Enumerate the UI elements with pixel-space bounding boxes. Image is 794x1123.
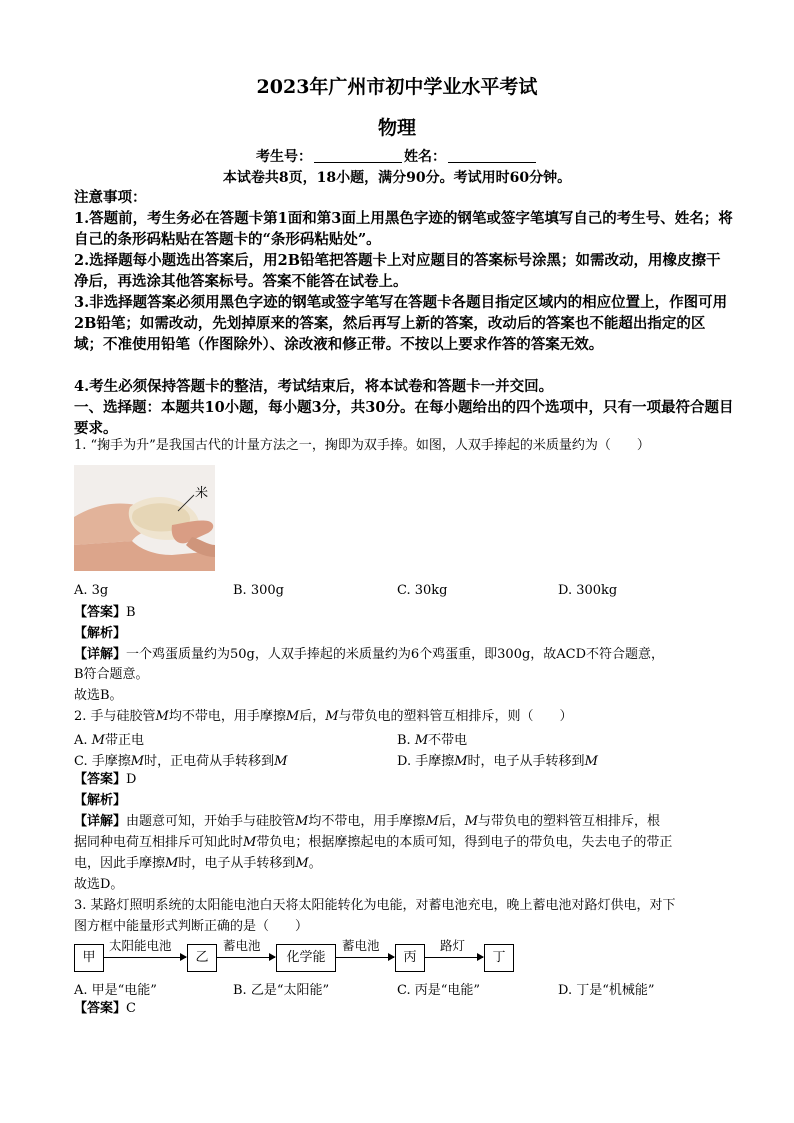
q1-answer-value: B	[126, 605, 136, 620]
q2-option-c	[74, 750, 287, 769]
exam-meta: 本试卷共8页，18小题，满分90分。考试用时60分钟。	[222, 170, 572, 186]
q1-answer	[74, 604, 136, 622]
notice-item-3: 3.非选择题答案必须用黑色字迹的钢笔或签字笔写在答题卡各题目指定区域内的相应位置上，作图可用2B铅笔；如需改动，先划掉原来的答案，然后再写上新的答案，改动后的答案也不能超出指定的区域；不准使用铅笔（作图除外）、涂改液和修正带。不按以上要求作答的答案无效。	[74, 294, 728, 353]
exam-number-blank	[314, 148, 402, 163]
q2-option-c-prefix: C. 手摩擦	[74, 754, 131, 769]
analysis-tag: 【解析】	[74, 626, 127, 641]
q2-stem-part-1: 2. 手与硅胶管	[74, 709, 156, 724]
name-blank	[448, 148, 536, 163]
var-m: M	[414, 733, 429, 748]
q1-stem: 1. “掬手为升”是我国古代的计量方法之一，掬即为双手捧。如图，人双手捧起的米质量约为（ ）	[74, 438, 650, 453]
answer-tag: 【答案】	[74, 605, 127, 620]
flow-arrow-4	[424, 957, 483, 958]
q1-option-b: B. 300g	[233, 583, 284, 598]
q3-option-d: D. 丁是“机械能”	[558, 983, 655, 998]
section-heading: 一、选择题：本题共10小题，每小题3分，共30分。在每小题给出的四个选项中，只有一项最符合题目要求。	[74, 399, 734, 437]
flow-arrow-2	[216, 957, 275, 958]
q2-option-d	[397, 750, 598, 769]
flow-box-bing: 丙	[395, 944, 425, 972]
flow-label-battery-2: 蓄电池	[342, 938, 380, 953]
var-m: M	[91, 733, 105, 748]
q2-option-a-suffix: 带正电	[104, 733, 144, 748]
q2-analysis-tag	[74, 792, 126, 810]
q2-detail-part-e: 据同种电荷互相排斥可知此时	[74, 835, 244, 850]
q2-detail-part-g: 电，因此手摩擦	[74, 856, 166, 871]
var-m: M	[274, 754, 288, 769]
notice-heading: 注意事项：	[74, 189, 147, 206]
flow-box-chemical-energy: 化学能	[276, 944, 336, 972]
detail-tag: 【详解】	[74, 814, 127, 829]
q2-detail-part-a: 由题意可知，开始手与硅胶管	[126, 814, 296, 829]
q1-detail-line-2: B符合题意。	[74, 667, 149, 682]
energy-flow-diagram	[74, 936, 734, 976]
q2-option-b-prefix: B.	[397, 733, 415, 748]
q2-detail-line-2	[74, 834, 672, 852]
q2-conclusion: 故选D。	[74, 877, 124, 892]
var-m: M	[425, 814, 439, 829]
q3-stem-line-2: 图方框中能量形式判断正确的是（ ）	[74, 919, 309, 934]
q2-option-b	[397, 729, 467, 748]
q1-detail-text-1: 一个鸡蛋质量约为50g，人双手捧起的米质量约为6个鸡蛋重，即300g，故ACD不符合题意，	[126, 647, 665, 662]
q2-option-a	[74, 729, 144, 748]
var-m: M	[295, 856, 309, 871]
var-m: M	[165, 856, 179, 871]
flow-label-street-lamp: 路灯	[440, 938, 466, 953]
exam-subject: 物理	[377, 117, 416, 139]
q2-detail-part-i: 。	[308, 856, 322, 871]
q1-option-d: D. 300kg	[558, 583, 618, 598]
var-m: M	[454, 754, 468, 769]
q3-answer	[74, 1000, 136, 1018]
rice-hands-image	[74, 465, 215, 571]
q2-stem-part-4: 与带负电的塑料管互相排斥，则（ ）	[338, 709, 573, 724]
q2-answer-value: D	[126, 772, 137, 787]
notice-item-1: 1.答题前，考生务必在答题卡第1面和第3面上用黑色字迹的钢笔或签字笔填写自己的考生号、姓名；将自己的条形码粘贴在答题卡的“条形码粘贴处”。	[74, 210, 733, 248]
flow-arrow-3	[335, 957, 394, 958]
q2-option-c-suffix: 时，正电荷从手转移到	[144, 754, 275, 769]
flow-box-ding: 丁	[484, 944, 514, 972]
var-m: M	[295, 814, 309, 829]
q1-analysis-tag	[74, 625, 126, 643]
name-label: 姓名：	[404, 149, 446, 165]
hands-holding-rice-illustration	[74, 465, 215, 571]
q2-detail-part-d: 与带负电的塑料管互相排斥，根	[478, 814, 661, 829]
flow-box-jia: 甲	[74, 944, 104, 972]
q2-detail-line-1	[74, 813, 660, 831]
var-m: M	[325, 709, 339, 724]
answer-tag: 【答案】	[74, 772, 127, 787]
detail-tag: 【详解】	[74, 647, 127, 662]
flow-label-battery-1: 蓄电池	[223, 938, 261, 953]
q2-detail-part-f: 带负电；根据摩擦起电的本质可知，得到电子的带负电，失去电子的带正	[256, 835, 673, 850]
q2-detail-part-c: 后，	[438, 814, 465, 829]
q2-option-d-prefix: D. 手摩擦	[397, 754, 455, 769]
q2-stem-part-3: 后，	[299, 709, 326, 724]
flow-arrow-1	[103, 957, 186, 958]
q1-option-c: C. 30kg	[397, 583, 448, 598]
var-m: M	[130, 754, 145, 769]
answer-tag: 【答案】	[74, 1001, 127, 1016]
q2-option-d-suffix: 时，电子从手转移到	[467, 754, 585, 769]
flow-box-yi: 乙	[187, 944, 217, 972]
var-m: M	[243, 835, 257, 850]
flow-label-solar-cell: 太阳能电池	[109, 938, 172, 953]
rice-label: 米	[195, 486, 209, 501]
q2-detail-part-b: 均不带电，用手摩擦	[308, 814, 426, 829]
q2-detail-part-h: 时，电子从手转移到	[178, 856, 296, 871]
analysis-tag: 【解析】	[74, 793, 127, 808]
q3-stem-line-1: 3. 某路灯照明系统的太阳能电池白天将太阳能转化为电能，对蓄电池充电，晚上蓄电池对路灯供电，对下	[74, 898, 676, 913]
q3-option-b: B. 乙是“太阳能”	[233, 983, 330, 998]
var-m: M	[584, 754, 598, 769]
exam-number-label: 考生号：	[256, 149, 312, 165]
q3-option-a: A. 甲是“电能”	[74, 983, 157, 998]
q2-stem	[74, 708, 573, 726]
notice-item-2: 2.选择题每小题选出答案后，用2B铅笔把答题卡上对应题目的答案标号涂黑；如需改动，用橡皮擦干净后，再选涂其他答案标号。答案不能答在试卷上。	[74, 252, 721, 290]
notice-item-4: 4.考生必须保持答题卡的整洁，考试结束后，将本试卷和答题卡一并交回。	[74, 378, 554, 395]
candidate-info	[0, 146, 794, 166]
q3-answer-value: C	[126, 1001, 136, 1016]
var-m: M	[155, 709, 169, 724]
var-m: M	[464, 814, 478, 829]
q2-stem-part-2: 均不带电，用手摩擦	[168, 709, 286, 724]
q3-option-c: C. 丙是“电能”	[397, 983, 481, 998]
q2-option-b-suffix: 不带电	[428, 733, 468, 748]
q2-answer	[74, 771, 136, 789]
q1-conclusion: 故选B。	[74, 688, 123, 703]
exam-title: 2023年广州市初中学业水平考试	[256, 76, 538, 98]
q1-detail-line-1	[74, 646, 664, 664]
q2-option-a-prefix: A.	[74, 733, 92, 748]
q1-option-a: A. 3g	[74, 583, 109, 598]
var-m: M	[285, 709, 300, 724]
q2-detail-line-3	[74, 855, 322, 873]
